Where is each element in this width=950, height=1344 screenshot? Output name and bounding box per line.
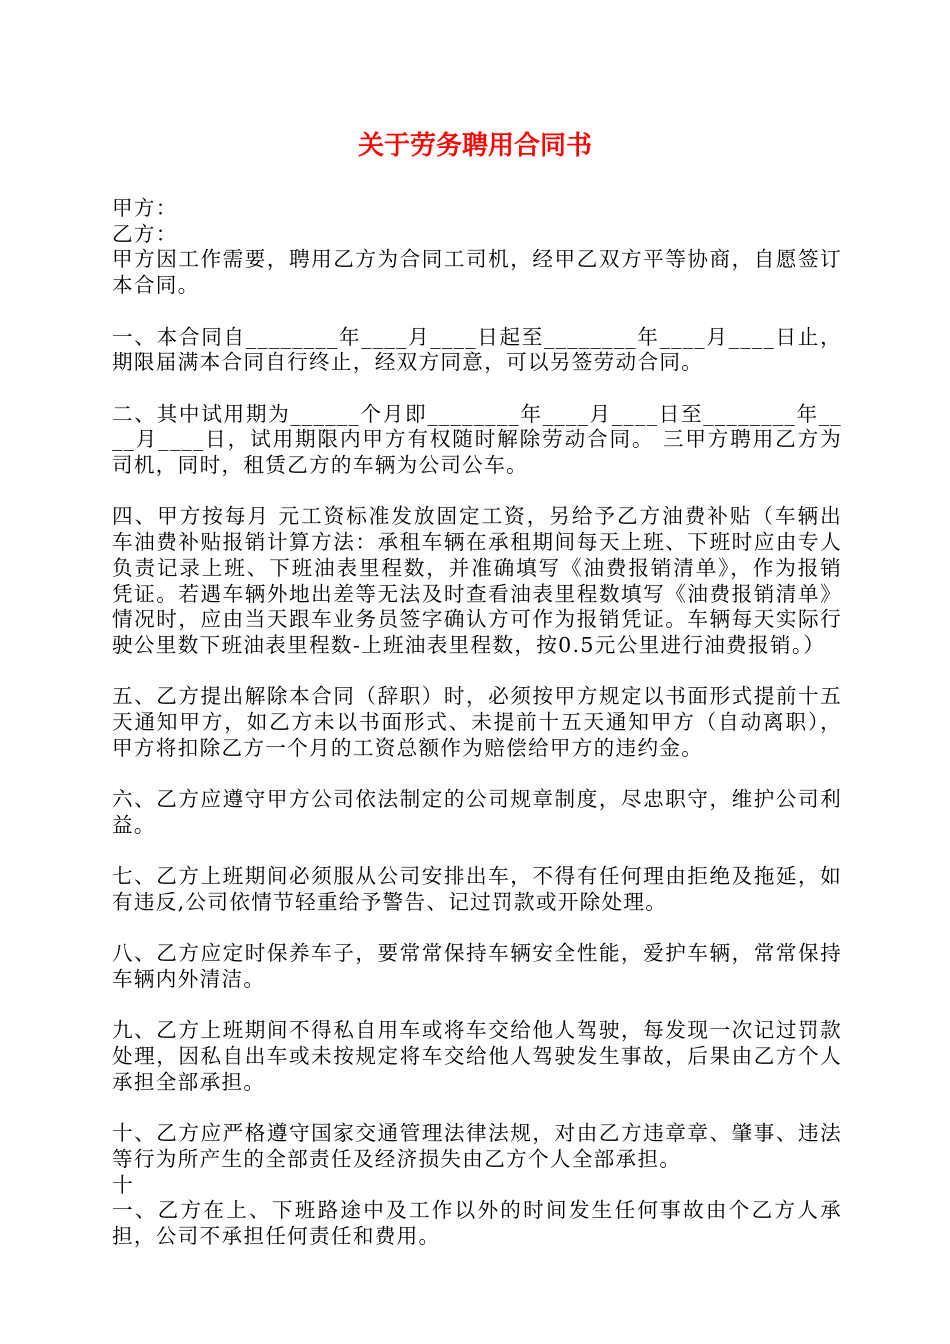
party-b-line: 乙方： [112, 221, 178, 246]
clause-11-body: 一、乙方在上、下班路途中及工作以外的时间发生任何事故由个乙方人承担，公司不承担任何责任和费用。 [112, 1198, 842, 1248]
clause-7: 七、乙方上班期间必须服从公司安排出车，不得有任何理由拒绝及拖延，如有违反,公司依情节轻重给予警告、记过罚款或开除处理。 [112, 864, 842, 914]
document-title: 关于劳务聘用合同书 [357, 131, 592, 161]
clause-8: 八、乙方应定时保养车子，要常常保持车辆安全性能，爱护车辆，常常保持车辆内外清洁。 [112, 941, 842, 991]
intro-paragraph: 甲方因工作需要，聘用乙方为合同工司机，经甲乙双方平等协商，自愿签订本合同。 [112, 247, 842, 298]
clause-11-head: 十 [112, 1172, 134, 1197]
clause-6: 六、乙方应遵守甲方公司依法制定的公司规章制度，尽忠职守，维护公司利益。 [112, 787, 842, 837]
clause-9: 九、乙方上班期间不得私自用车或将车交给他人驾驶，每发现一次记过罚款处理，因私自出车或未按规定将车交给他人驾驶发生事故，后果由乙方个人承担全部承担。 [112, 1018, 842, 1094]
clause-5: 五、乙方提出解除本合同（辞职）时，必须按甲方规定以书面形式提前十五天通知甲方，如乙方未以书面形式、未提前十五天通知甲方（自动离职），甲方将扣除乙方一个月的工资总额作为赔偿给甲方的违约金。 [112, 684, 842, 760]
clause-4: 四、甲方按每月 元工资标准发放固定工资，另给予乙方油费补贴（车辆出车油费补贴报销计算方法：承租车辆在承租期间每天上班、下班时应由专人负责记录上班、下班油表里程数，并准确填写《油费报销清单》，作为报销凭证。若遇车辆外地出差等无法及时查看油表里程数填写《油费报销清单》情况时，应由当天跟车业务员签字确认方可作为报销凭证。车辆每天实际行驶公里数下班油表里程数-上班油表里程数，按0.5元公里进行油费报销。） [112, 504, 842, 657]
clause-2: 二、其中试用期为______个月即________年____月____日至________年____月____日，试用期限内甲方有权随时解除劳动合同。 三甲方聘用乙方为司机，同时，租赁乙方的车辆为公司公车。 [112, 401, 842, 477]
party-a-line: 甲方： [112, 196, 178, 220]
clause-1: 一、本合同自________年____月____日起至________年____月____日止，期限届满本合同自行终止，经双方同意，可以另签劳动合同。 [112, 324, 842, 375]
document-body [112, 196, 842, 1250]
clause-10: 十、乙方应严格遵守国家交通管理法律法规，对由乙方违章章、肇事、违法等行为所产生的全部责任及经济损失由乙方个人全部承担。 [112, 1121, 842, 1171]
